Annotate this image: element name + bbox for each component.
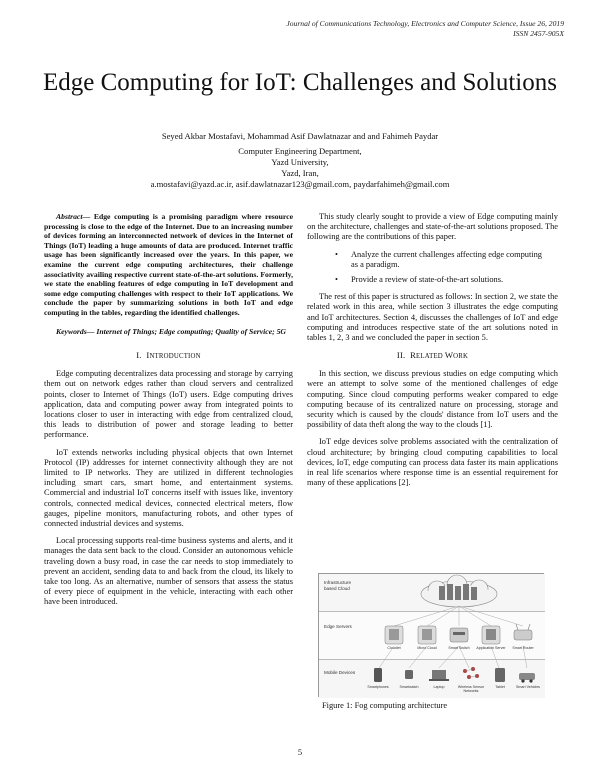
figure-graphics [319, 574, 545, 698]
intro-paragraph-3: Local processing supports real-time business systems and alerts, and it manages the data sent back to the cloud. Consider an autonomous vehicle traveling down a busy road, in case the car needs to stop immediately to prevent an accident, sending data to and back from the cloud, its likely to take too long. As an alternative, number of sensors that assess the status of every piece of equipment in the vehicle, interacting with each other have been introduced. [44, 536, 293, 607]
section-title-initial: W [444, 350, 454, 361]
list-item [307, 275, 558, 285]
section-number: I. [136, 350, 142, 361]
section-title-rest: NTRODUCTION [149, 353, 201, 361]
edge-layer-label: Edge Servers [324, 624, 352, 629]
abstract [44, 212, 293, 318]
authors: Seyed Akbar Mostafavi, Mohammad Asif Dawlatnazar and and Fahimeh Paydar [161, 131, 439, 141]
paper-structure: The rest of this paper is structured as follows: In section 2, we state the related work in this area, while section 3 illustrates the edge computing and IoT architectures. Section 4, discusses the challenges of IoT and edge computing and introduces respective state of the art solutions noted in tables 1, 2, 3 and we concluded the paper in section 5. [307, 292, 558, 343]
edge-item-label: Micro Cloud [417, 646, 437, 650]
cloud-layer-label: Infrastructure based Cloud [324, 580, 352, 591]
related-paragraph-1: In this section, we discuss previous studies on edge computing which were an attempt to solve some of the mentioned challenges of edge computing. Since cloud computing performs weaker compared to edge computing because of its centralized nature on processing, storage and security which is caused by the clouds' distance from IoT users and the possibility of data theft along the way to the clouds [1]. [307, 369, 558, 430]
intro-paragraph-1: Edge computing decentralizes data processing and storage by carrying them out on network edges rather than cloud servers and centralized points, closer to Internet of Things (IoT) users. Edge computing drives application, data and computing power away from integrated points to locations closer to user in interacting with edge from centralized cloud, this leads to distribution of power and storage leading to better performance. [44, 369, 293, 440]
keywords-text: Internet of Things; Edge computing; Quality of Service; 5G [94, 326, 286, 336]
edge-item-label: Cloudlet [387, 646, 401, 650]
laptop-icon [429, 670, 449, 681]
smartphone-icon [374, 668, 382, 682]
location: Yazd, Iran, [281, 168, 319, 178]
list-item [307, 250, 558, 270]
paper-title: Edge Computing for IoT: Challenges and Solutions [43, 69, 557, 96]
mobile-item-label: Tablet [495, 685, 505, 689]
smartwatch-icon [405, 670, 413, 679]
abstract-text: Edge computing is a promising paradigm where resource processing is close to the edge of the Internet. Due to an increasing number of devices forming an interconnected network of devices in the Internet of Things (IoT) leading a huge amounts of data are produced. Internet traffic usage has been significantly increased over the years. In this paper, we examine the current edge computing architectures, their challenge associativity availing respective current state-of-the-art solutions. Formerly, we state the enabling features of edge computing in IoT development and some edge computing challenges with respect to their IoT applications. We conclude the paper by summarizing solutions in both IoT and edge computing in the tables, regarding the identified challenges. [44, 212, 293, 317]
mobile-item-label: Smartwatch [399, 685, 419, 689]
section-title-initial: I [146, 350, 150, 361]
section-heading-introduction [44, 350, 293, 362]
tablet-icon [495, 668, 505, 682]
bullet-icon: • [335, 249, 338, 259]
page-number: 5 [297, 748, 303, 757]
mobile-layer-label: Mobile Devices [324, 670, 356, 675]
section-title-rest: ELATED [416, 353, 445, 361]
journal-name: Journal of Communications Technology, Electronics and Computer Science, Issue 26, 2019 [286, 19, 564, 28]
right-column [307, 212, 558, 495]
smart-vehicle-icon [519, 673, 535, 683]
edge-item-label: Smart Switch [448, 646, 470, 650]
affiliation [0, 146, 600, 190]
emails: a.mostafavi@yazd.ac.ir, asif.dawlatnazar123@gmail.com, paydarfahimeh@gmail.com [150, 179, 450, 189]
related-paragraph-2: IoT edge devices solve problems associated with the centralization of cloud architecture; by bringing cloud computing capabilities to local devices, IoT, edge computing can process data faster its main applications in real life scenarios where response time is an essential requirement for many of these applications [2]. [307, 437, 558, 488]
section-title-rest: ORK [453, 353, 469, 361]
list-item-text: Analyze the current challenges affecting edge computing as a paradigm. [351, 249, 542, 269]
fog-architecture-figure [318, 573, 544, 697]
figure-caption: Figure 1: Fog computing architecture [322, 701, 448, 710]
cloudlet-icon [385, 626, 403, 644]
contributions-list [307, 250, 558, 286]
sensor-network-icon [463, 667, 479, 679]
left-column [44, 212, 293, 615]
keywords [44, 327, 293, 337]
bullet-icon: • [335, 275, 338, 285]
mobile-item-label: Wireless Sensor Networks [457, 685, 485, 693]
smart-switch-icon [450, 628, 468, 642]
contributions-intro: This study clearly sought to provide a view of Edge computing mainly on the architecture, challenges and state-of-the-art solutions proposed. The following are the contributions of this paper. [307, 212, 558, 242]
mobile-item-label: Smart Vehicles [516, 685, 540, 689]
keywords-lead: Keywords— [56, 326, 95, 336]
application-server-icon [482, 626, 500, 644]
edge-item-label: Application Server [476, 646, 506, 650]
list-item-text: Provide a review of state-of-the-art solutions. [351, 275, 504, 285]
section-heading-related-work [307, 350, 558, 362]
university: Yazd University, [271, 157, 329, 167]
mobile-item-label: Laptop [433, 685, 445, 689]
section-title-initial: R [410, 350, 417, 361]
journal-header [286, 19, 564, 39]
mobile-item-label: Smartphones [367, 685, 389, 689]
smart-router-icon [514, 624, 532, 640]
department: Computer Engineering Department, [238, 146, 362, 156]
edge-item-label: Smart Router [512, 646, 534, 650]
section-number: II. [396, 350, 406, 361]
intro-paragraph-2: IoT extends networks including physical objects that own Internet Protocol (IP) addresses for internet connectivity although they are not limited to IP networks. They are utilized in different technologies including smart cars, smart home, and entertainment systems. Commercial and industrial IoT concerns itself with issues like, inventory controls, connected medical devices, connected electrical meters, flow gauges, pipeline monitors, manufacturing robots, and other types of connected industrial devices and systems. [44, 447, 293, 528]
issn: ISSN 2457-905X [513, 29, 564, 38]
abstract-lead: Abstract— [56, 212, 91, 221]
micro-cloud-icon [418, 626, 436, 644]
